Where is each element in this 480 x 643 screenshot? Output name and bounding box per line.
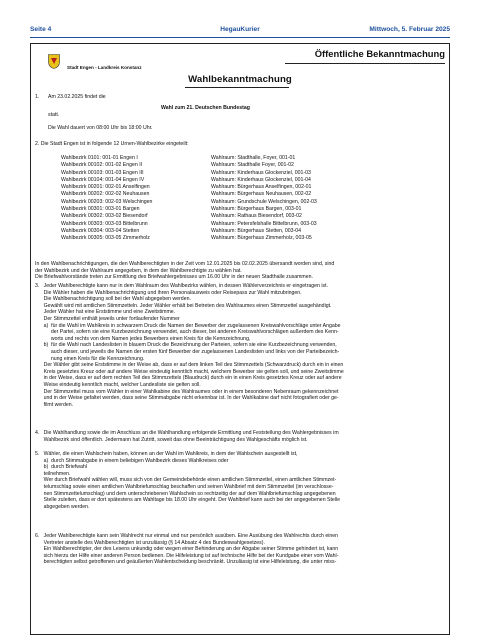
polling-station: Wahlraum: Stadthalle Foyer, 001-02: [211, 162, 294, 169]
paragraph-line: sich hierzu der Hilfe einer anderen Person bedienen. Die Hilfeleistung ist auf technische Hilfe bei der Kundgabe einer vom Wahl-: [35, 552, 339, 559]
paragraph-line: nung einen Kreis für die Kennzeichnung.: [35, 355, 145, 362]
polling-station: Wahlraum: Bürgerhaus Bargen, 003-01: [211, 206, 302, 213]
issue-date: Mittwoch, 5. Februar 2025: [369, 26, 450, 33]
paragraph-line: Der Stimmzettel enthält jeweils unter fortlaufender Nummer: [35, 315, 180, 322]
paragraph-line: und in der Weise gefaltet werden, dass seine Stimmabgabe nicht erkennbar ist. In der Wahlkabine darf nicht fotografiert oder ge-: [35, 395, 339, 402]
paragraph-line: Weise eindeutig kenntlich macht, welcher Landesliste sie gelten soll.: [35, 381, 201, 388]
section-6: [35, 533, 444, 566]
paragraph-line: Die Wähler haben die Wahlbenachrichtigung und ihren Personalausweis oder Reisepass zur Wahl mitzubringen.: [35, 289, 302, 296]
coat-of-arms-icon: [48, 54, 60, 69]
paragraph-line: Wer durch Briefwahl wählen will, muss sich von der Gemeindebehörde einen amtlichen Stimmzettel, einen amtlichen Stimmzet-: [35, 477, 337, 484]
election-duration: Die Wahl dauert von 08:00 Uhr bis 18:00 Uhr.: [48, 125, 153, 131]
polling-station: Wahlraum: Kinderhaus Glockenziel, 001-03: [211, 169, 311, 176]
paragraph-line: teilnehmen.: [35, 470, 71, 477]
polling-station: Wahlraum: Bürgerhaus Zimmerholz, 003-05: [211, 235, 312, 242]
notice-tag: Öffentliche Bekanntmachung: [314, 48, 445, 59]
paragraph-line: nen Stimmzettelumschlag) und dem unterschriebenen Wahlschein so rechtzeitig der auf dem Wahlbriefumschlag angegebenen: [35, 490, 336, 497]
paragraph-line: filmt werden.: [35, 401, 74, 408]
paragraph-line: 6. Jeder Wahlberechtigte kann sein Wahlrecht nur einmal und nur persönlich ausüben. Eine Ausübung des Wahlrechts durch einen: [35, 533, 339, 539]
district-name: Wahlbezirk 00202: 002-02 Neuhausen: [61, 191, 150, 198]
paragraph-line: auch dieser, und jeweils die Namen der ersten fünf Bewerber der zugelassenen Landeslisten und links von der Parteibezeich-: [35, 348, 340, 355]
paragraph-line: Stelle zuleiten, dass er dort spätestens am Wahltage bis 18.00 Uhr eingeht. Der Wahlbrief kann auch bei der angegebenen Stelle: [35, 497, 340, 504]
district-name: Wahlbezirk 00104: 001-04 Engen IV: [61, 176, 145, 183]
district-name: Wahlbezirk 00103: 001-03 Engen III: [61, 169, 144, 176]
polling-station: Wahlraum: Bürgerhaus Stetten, 003-04: [211, 227, 302, 234]
district-name: Wahlbezirk 00304: 003-04 Stetten: [61, 227, 140, 234]
section-2-notice: [35, 261, 444, 281]
paragraph-line: Der Stimmzettel muss vom Wähler in einer Wahlkabine des Wahlraumes oder in einem besonderen Nebenraum gekennzeichnet: [35, 388, 339, 395]
paragraph-line: telumschlag sowie einen amtlichen Wahlbriefumschlag beschaffen und seinen Wahlbrief mit dem Stimmzettel (im verschlosse-: [35, 483, 334, 490]
section-4: [35, 430, 444, 443]
section-1-date: Am 23.02.2025 findet die: [48, 94, 106, 100]
paragraph-line: in der Weise, dass er auf dem rechten Teil des Stimmzettels (Blaudruck) durch ein in einen Kreis gesetztes Kreuz oder auf andere: [35, 375, 342, 382]
newspaper-name: HegauKurier: [220, 26, 260, 33]
polling-station: Wahlraum: Bürgerhaus Neuhausen, 002-02: [211, 191, 312, 198]
paragraph-line: Gewählt wird mit amtlichen Stimmzetteln. Jeder Wähler erhält bei Betreten des Wahlraumes einen Stimmzettel ausgehändigt.: [35, 302, 332, 309]
section-3: [35, 283, 444, 408]
paragraph-line: Der Wähler gibt seine Erststimme in der Weise ab, dass er auf dem linken Teil des Stimmzettels (Schwarzdruck) durch ein in einen: [35, 362, 344, 369]
paragraph-line: abgegeben werden.: [35, 503, 90, 510]
section-1-statt: statt.: [48, 112, 60, 118]
section-1-number: 1.: [35, 94, 40, 100]
section-2-intro: 2. Die Stadt Engen ist in folgende 12 Urnen-Wahlbezirke eingeteilt:: [35, 141, 189, 147]
notice-line: Die Briefwahlvorstände treten zur Ermittlung des Briefwahlergebnisses um 16.00 Uhr in der neuen Stadthalle zusammen.: [35, 274, 313, 281]
election-name: Wahl zum 21. Deutschen Bundestag: [161, 105, 250, 111]
polling-station: Wahlraum: Bürgerhaus Anselfingen, 002-01: [211, 184, 312, 191]
paragraph-line: 5. Wähler, die einen Wahlschein haben, können an der Wahl im Wahlkreis, in dem der Wahlschein ausgestellt ist,: [35, 451, 298, 457]
page-number: Seite 4: [30, 26, 52, 33]
district-name: Wahlbezirk 00102: 001-02 Engen II: [61, 162, 143, 169]
polling-station: Wahlraum: Rathaus Biesendorf, 003-02: [211, 213, 302, 220]
paragraph-line: Die Wahlbenachrichtigung soll bei der Wahl abgegeben werden.: [35, 296, 191, 303]
title-underline: [185, 87, 289, 88]
paragraph-line: b) für die Wahl nach Landeslisten in blauem Druck die Bezeichnung der Parteien, sofern sie eine Kurzbezeichnung verwenden,: [35, 342, 337, 349]
polling-station: Wahlraum: Stadthalle, Foyer, 001-01: [211, 155, 296, 161]
section-5: [35, 451, 444, 510]
notice-line: der Wahlbezirk und der Wahlraum angegeben, in dem der Wahlberechtigte zu wählen hat.: [35, 267, 242, 274]
paragraph-line: berechtigten selbst getroffenen und geäußerten Wahlentscheidung beschränkt. Unzulässig ist eine Hilfeleistung, die unter miss-: [35, 559, 337, 566]
paragraph-line: Vertreter anstelle des Wahlberechtigten ist unzulässig (§ 14 Absatz 4 des Bundeswahlgesetzes).: [35, 539, 265, 546]
paragraph-line: a) durch Stimmabgabe in einem beliebigen Wahlbezirk dieses Wahlkreises oder: [35, 457, 229, 464]
paragraph-line: 4. Die Wahlhandlung sowie die im Anschluss an die Wahlhandlung erfolgende Ermittlung und Feststellung des Wahlergebnisses im: [35, 430, 339, 436]
page-title: Wahlbekanntmachung: [188, 74, 292, 85]
paragraph-line: a) für die Wahl im Wahlkreis in schwarzem Druck die Namen der Bewerber der zugelassenen Kreiswahlvorschläge unter Angabe: [35, 322, 341, 329]
polling-station: Wahlraum: Grundschule Welschingen, 002-03: [211, 198, 317, 205]
paragraph-line: Ein Wahlberechtigter, der des Lesens unkundig oder wegen einer Behinderung an der Abgabe seiner Stimme gehindert ist, kann: [35, 546, 339, 553]
polling-station: Wahlraum: Petersfelshalle Bittelbrunn, 003-03: [211, 220, 317, 227]
district-name: Wahlbezirk 00201: 002-01 Anselfingen: [61, 184, 150, 191]
paragraph-line: Wahlbezirk sind öffentlich. Jedermann hat Zutritt, soweit das ohne Beeinträchtigung des Wahlgeschäfts möglich ist.: [35, 436, 308, 443]
paragraph-line: Jeder Wähler hat eine Erststimme und eine Zweitstimme.: [35, 309, 176, 316]
paragraph-line: Kreis gesetztes Kreuz oder auf andere Weise eindeutig kenntlich macht, welchem Bewerber sie gelten soll, und seine Zweitstimme: [35, 368, 344, 375]
notice-line: In den Wahlbenachrichtigungen, die den Wahlberechtigten in der Zeit vom 12.01.2025 bis 02.02.2025 übersandt worden sind, sind: [35, 261, 335, 267]
district-name: Wahlbezirk 00301: 003-01 Bargen: [61, 206, 140, 213]
header-rule: [30, 37, 450, 38]
paragraph-line: worts und rechts von dem Namen jedes Bewerbers einen Kreis für die Kennzeichnung,: [35, 335, 251, 342]
paragraph-line: b) durch Briefwahl: [35, 464, 87, 471]
district-name: Wahlbezirk 00302: 003-02 Biesendorf: [61, 213, 148, 220]
announcement-frame: [30, 43, 450, 635]
district-name: Wahlbezirk 00303: 003-03 Bittelbrunn: [61, 220, 148, 227]
tag-underline: [285, 63, 445, 64]
district-name: Wahlbezirk 00203: 002-03 Welschingen: [61, 198, 153, 205]
paragraph-line: 3. Jeder Wahlberechtigte kann nur in dem Wahlraum des Wahlbezirks wählen, in dessen Wählerverzeichnis er eingetragen ist.: [35, 283, 328, 289]
district-name: Wahlbezirk 0101: 001-01 Engen I: [61, 155, 138, 161]
district-name: Wahlbezirk 00305: 003-05 Zimmerholz: [61, 235, 150, 242]
polling-station: Wahlraum: Kinderhaus Glockenziel, 001-04: [211, 176, 311, 183]
city-name: Stadt Engen - Landkreis Konstanz: [67, 65, 142, 70]
paragraph-line: der Partei, sofern sie eine Kurzbezeichnung verwendet, auch dieser, bei anderen Kreiswahlvorschlägen außerdem des Kenn-: [35, 329, 339, 336]
